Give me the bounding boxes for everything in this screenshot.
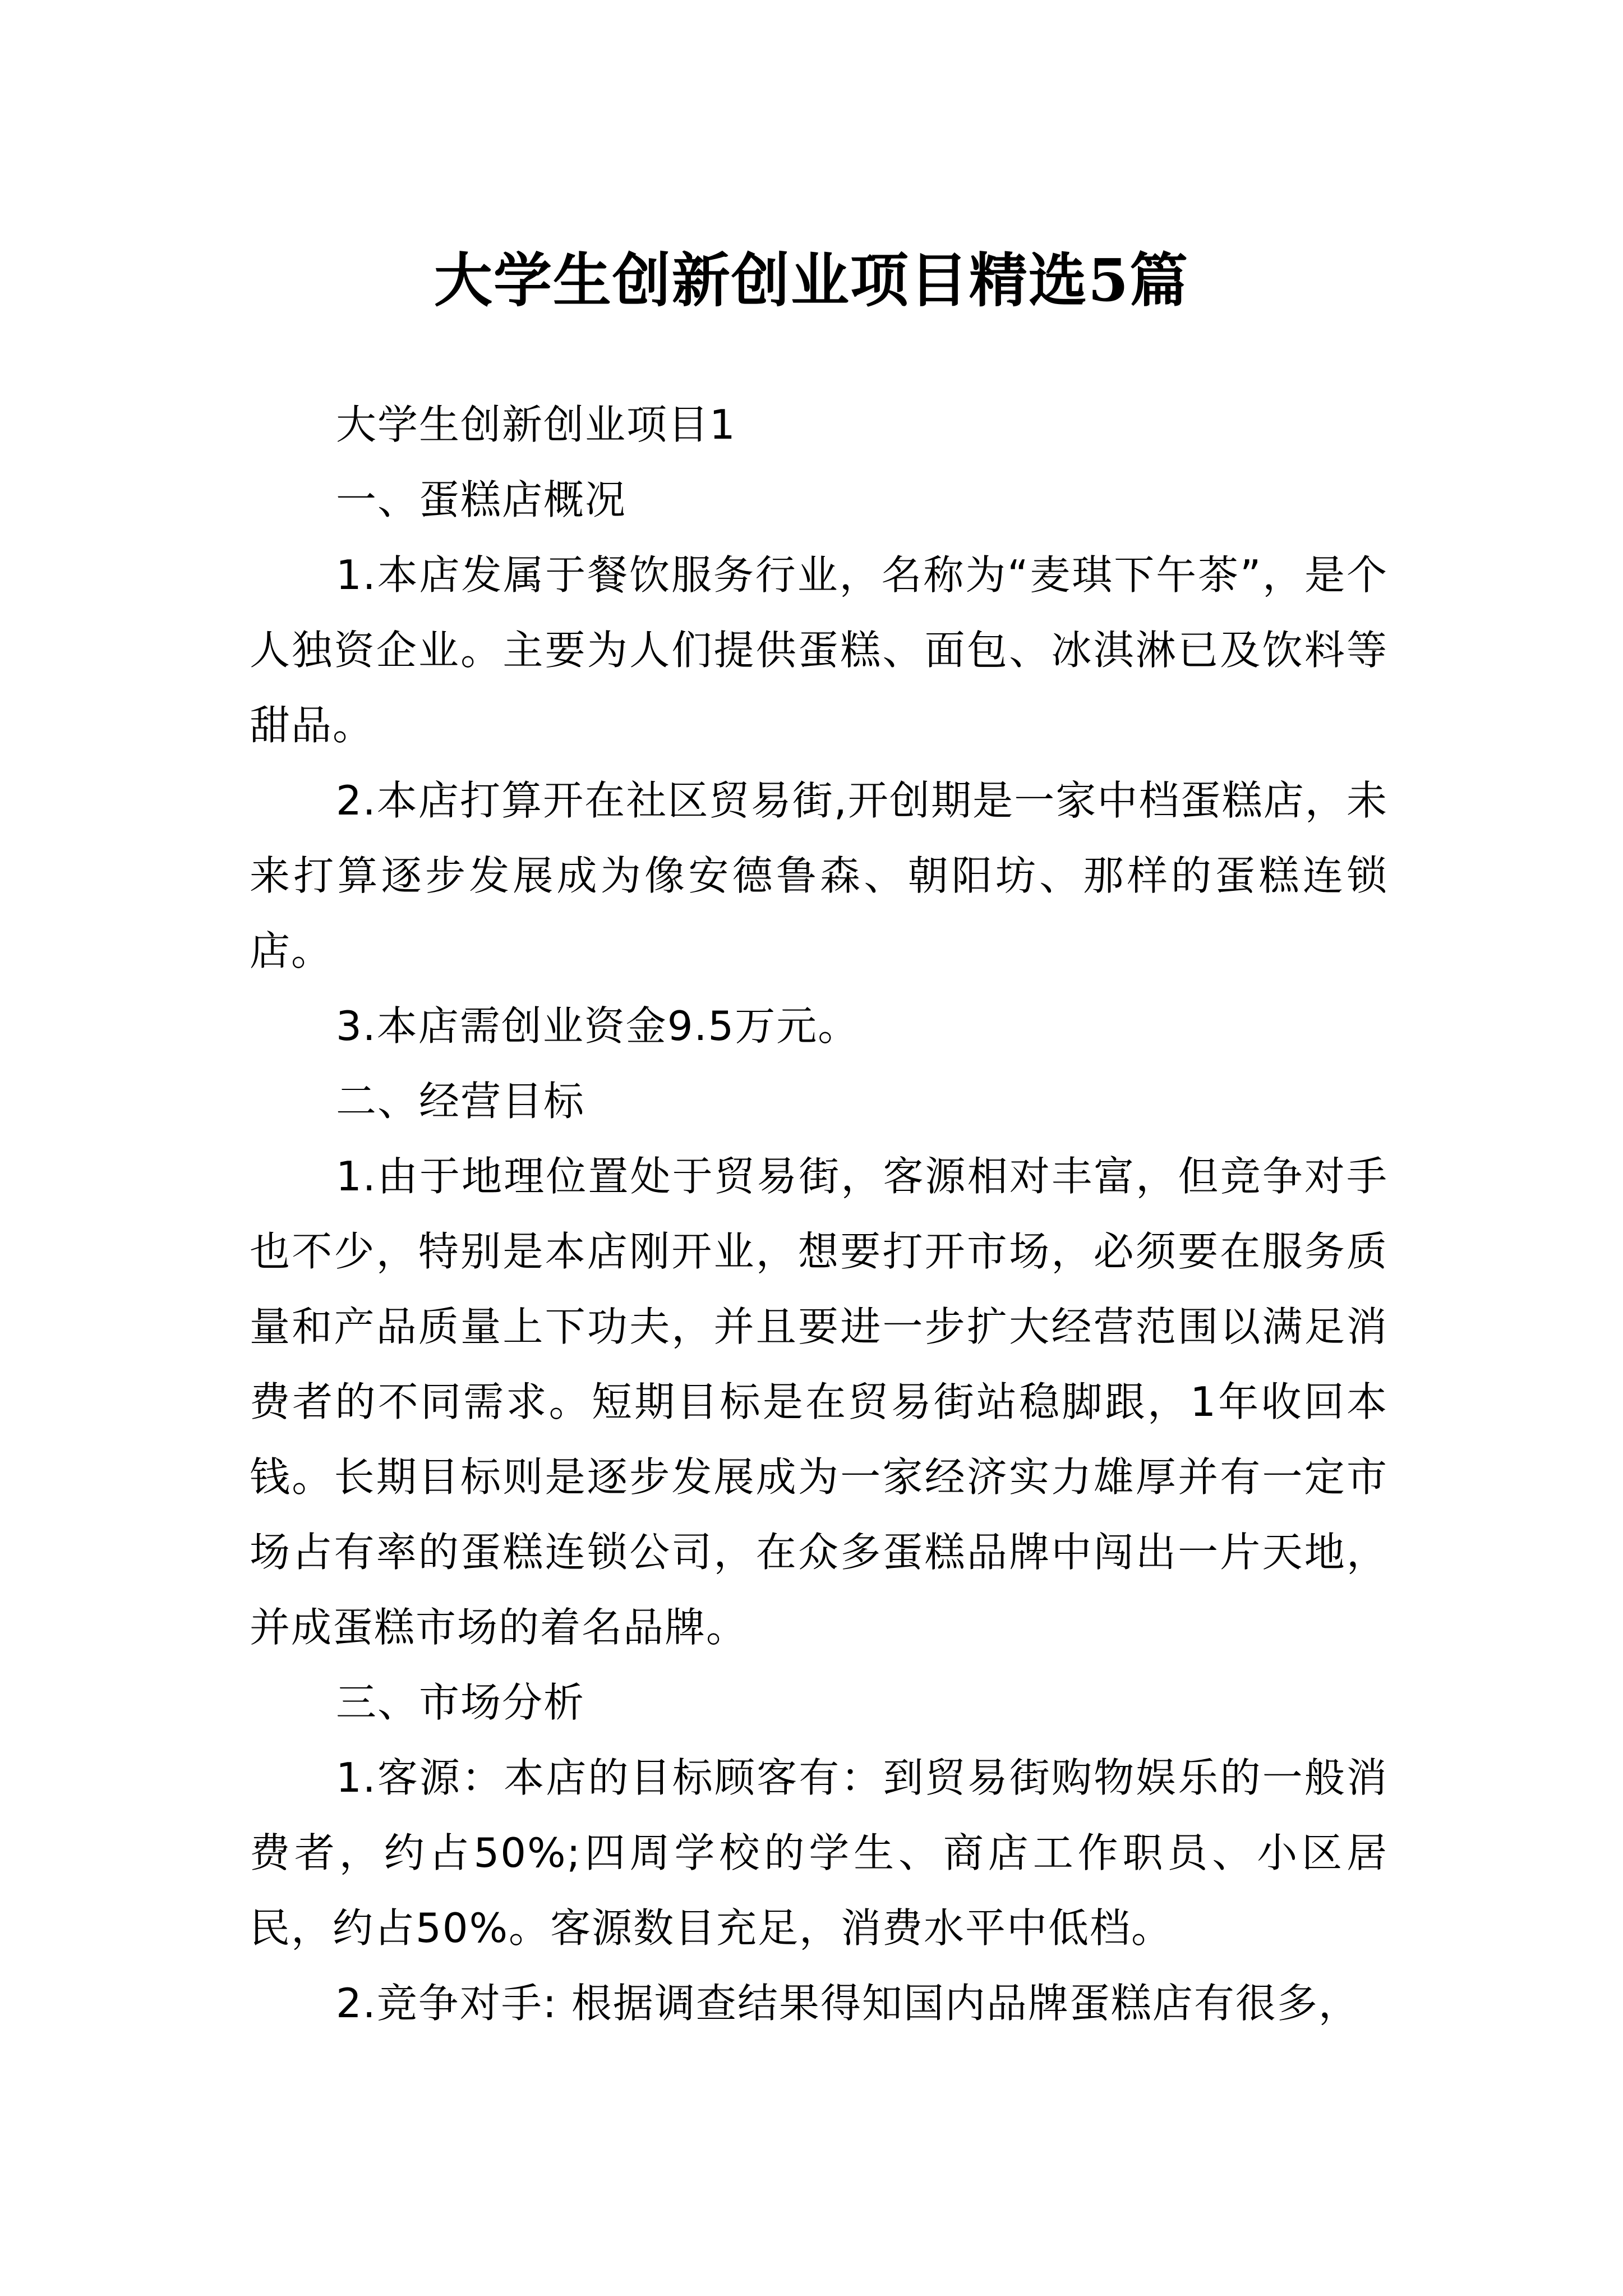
section-heading: 大学生创新创业项目1 [336,401,736,448]
subsection-heading: 一、蛋糕店概况 [336,476,627,523]
body-paragraph: 1.由于地理位置处于贸易街，客源相对丰富，但竞争对手也不少，特别是本店刚开业，想要打开市场，必须要在服务质量和产品质量上下功夫，并且要进一步扩大经营范围以满足消费者的不同需求。短期目标是在贸易街站稳脚跟，1年收回本钱。长期目标则是逐步发展成为一家经济实力雄厚并有一定市场占有率的蛋糕连锁公司，在众多蛋糕品牌中闯出一片天地，并成蛋糕市场的着名品牌。 [250,1153,1388,1651]
body-paragraph: 3.本店需创业资金9.5万元。 [336,1002,860,1050]
body-paragraph: 1.客源：本店的目标顾客有：到贸易街购物娱乐的一般消费者，约占50%;四周学校的学生、商店工作职员、小区居民，约占50%。客源数目充足，消费水平中低档。 [250,1754,1388,1952]
body-paragraph: 2.本店打算开在社区贸易街,开创期是一家中档蛋糕店，未来打算逐步发展成为像安德鲁森、朝阳坊、那样的蛋糕连锁店。 [250,777,1388,974]
subsection-heading: 三、市场分析 [336,1679,585,1726]
body-paragraph: 2.竞争对手: 根据调查结果得知国内品牌蛋糕店有很多， [336,1980,1360,2027]
body-paragraph: 1.本店发属于餐饮服务行业，名称为“麦琪下午茶”，是个人独资企业。主要为人们提供蛋糕、面包、冰淇淋已及饮料等甜品。 [250,551,1388,749]
document-title: 大学生创新创业项目精选5篇 [434,245,1189,315]
subsection-heading: 二、经营目标 [336,1078,585,1125]
document-body [250,387,1388,2041]
